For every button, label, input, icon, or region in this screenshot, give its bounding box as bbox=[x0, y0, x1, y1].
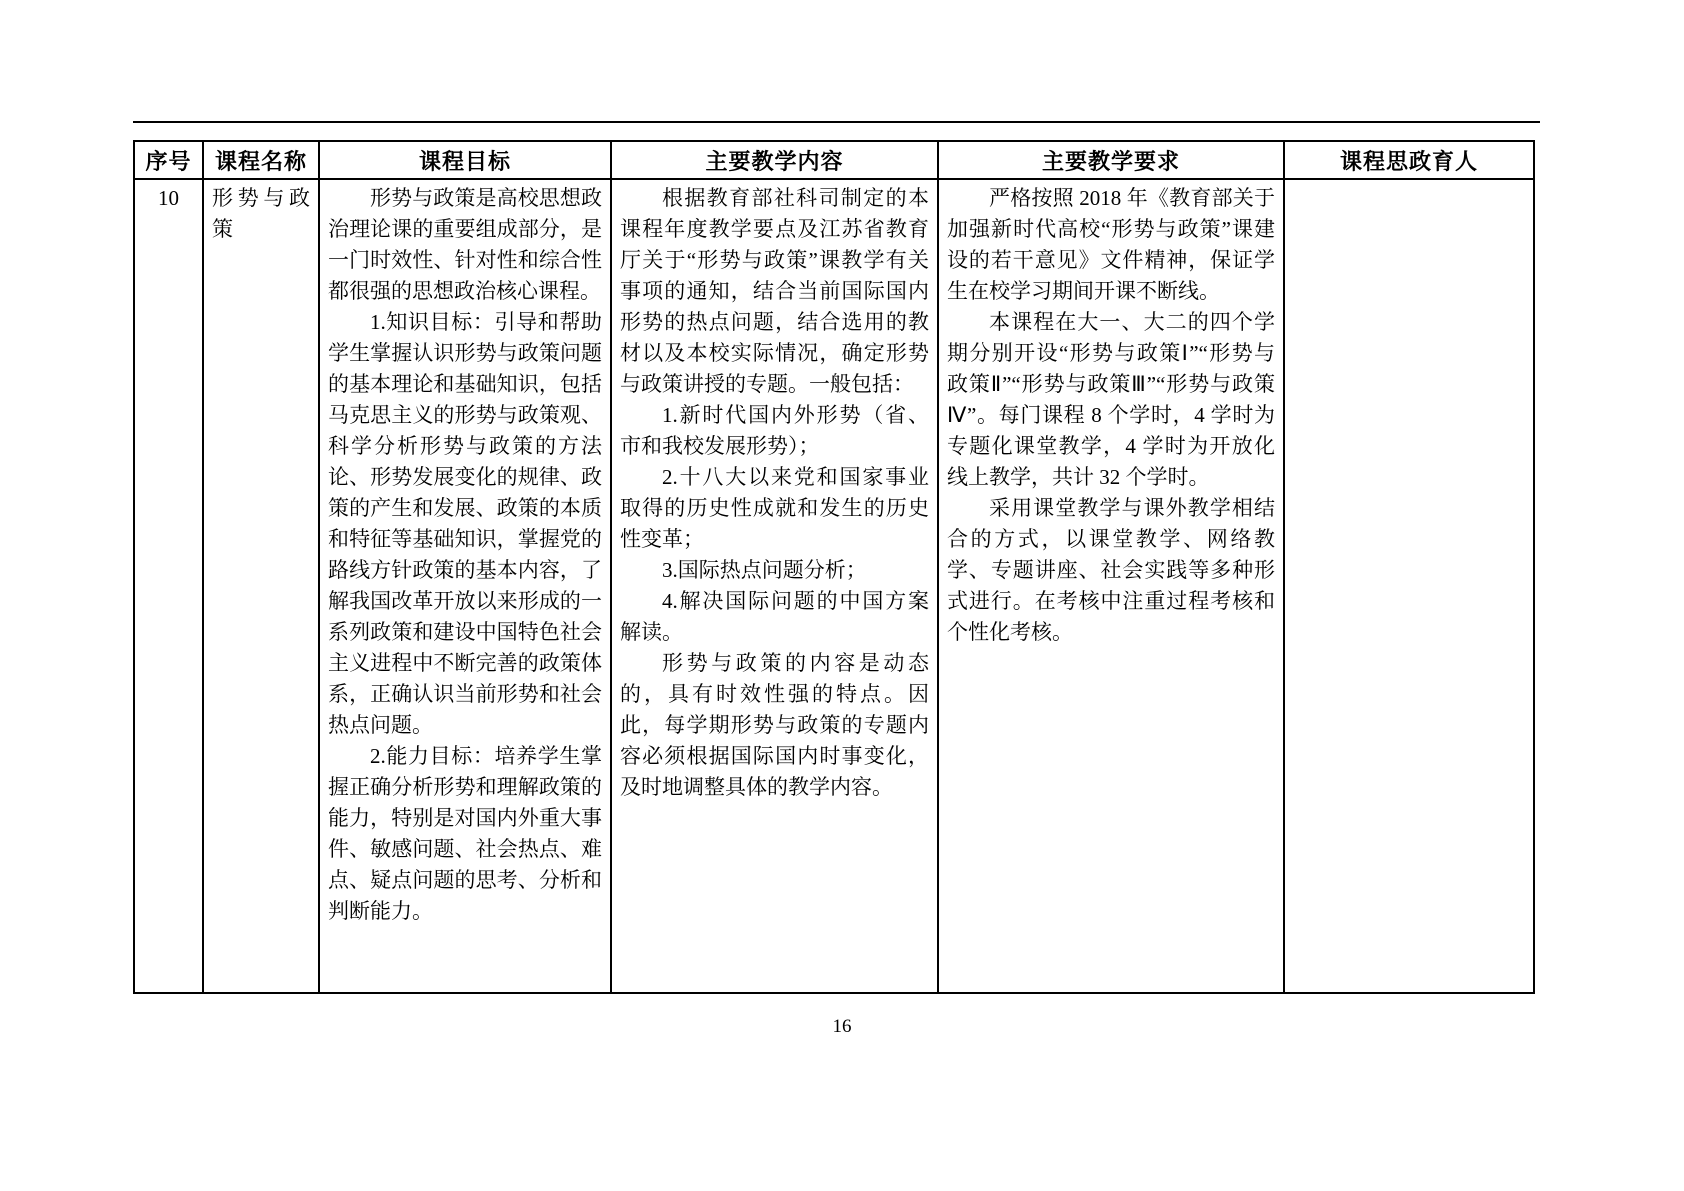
paragraph: 根据教育部社科司制定的本课程年度教学要点及江苏省教育厅关于“形势与政策”课教学有关事项的通知，结合当前国际国内形势的热点问题，结合选用的教材以及本校实际情况，确定形势与政策讲授的专题。一般包括： bbox=[620, 186, 929, 396]
cell-ideology bbox=[1284, 179, 1534, 993]
col-header-teaching-requirements: 主要教学要求 bbox=[938, 141, 1284, 179]
paragraph: 严格按照 2018 年《教育部关于加强新时代高校“形势与政策”课建设的若干意见》文件精神，保证学生在校学习期间开课不断线。 bbox=[947, 186, 1275, 303]
table-row bbox=[134, 179, 1534, 993]
course-table bbox=[133, 140, 1535, 994]
paragraph: 1.新时代国内外形势（省、市和我校发展形势）； bbox=[620, 403, 929, 458]
cell-teaching-requirements bbox=[938, 179, 1284, 993]
page-number: 16 bbox=[832, 1016, 852, 1037]
paragraph: 1.知识目标：引导和帮助学生掌握认识形势与政策问题的基本理论和基础知识，包括马克思主义的形势与政策观、科学分析形势与政策的方法论、形势发展变化的规律、政策的产生和发展、政策的本质和特征等基础知识，掌握党的路线方针政策的基本内容，了解我国改革开放以来形成的一系列政策和建设中国特色社会主义进程中不断完善的政策体系，正确认识当前形势和社会热点问题。 bbox=[328, 310, 602, 737]
col-header-teaching-content: 主要教学内容 bbox=[611, 141, 938, 179]
paragraph: 形势与政策的内容是动态的，具有时效性强的特点。因此，每学期形势与政策的专题内容必须根据国际国内时事变化，及时地调整具体的教学内容。 bbox=[620, 651, 929, 799]
cell-course-name: 形势与政策 bbox=[203, 179, 319, 993]
paragraph: 形势与政策是高校思想政治理论课的重要组成部分，是一门时效性、针对性和综合性都很强的思想政治核心课程。 bbox=[328, 186, 602, 303]
col-header-index: 序号 bbox=[134, 141, 203, 179]
paragraph: 3.国际热点问题分析； bbox=[662, 558, 867, 582]
cell-course-objectives bbox=[319, 179, 611, 993]
cell-teaching-content bbox=[611, 179, 938, 993]
paragraph: 2.能力目标：培养学生掌握正确分析形势和理解政策的能力，特别是对国内外重大事件、敏感问题、社会热点、难点、疑点问题的思考、分析和判断能力。 bbox=[328, 744, 602, 923]
paragraph: 采用课堂教学与课外教学相结合的方式，以课堂教学、网络教学、专题讲座、社会实践等多种形式进行。在考核中注重过程考核和个性化考核。 bbox=[947, 496, 1275, 644]
paragraph: 2.十八大以来党和国家事业取得的历史性成就和发生的历史性变革； bbox=[620, 465, 929, 551]
table-header-row bbox=[134, 141, 1534, 179]
col-header-ideology: 课程思政育人 bbox=[1284, 141, 1534, 179]
header-rule bbox=[133, 121, 1540, 123]
paragraph: 4.解决国际问题的中国方案解读。 bbox=[620, 589, 929, 644]
cell-index: 10 bbox=[134, 179, 203, 993]
col-header-objectives: 课程目标 bbox=[319, 141, 611, 179]
paragraph: 本课程在大一、大二的四个学期分别开设“形势与政策Ⅰ”“形势与政策Ⅱ”“形势与政策Ⅲ”“形势与政策Ⅳ”。每门课程 8 个学时，4 学时为专题化课堂教学，4 学时为开放化线上教学，共计 32 个学时。 bbox=[947, 310, 1275, 489]
col-header-course-name: 课程名称 bbox=[203, 141, 319, 179]
